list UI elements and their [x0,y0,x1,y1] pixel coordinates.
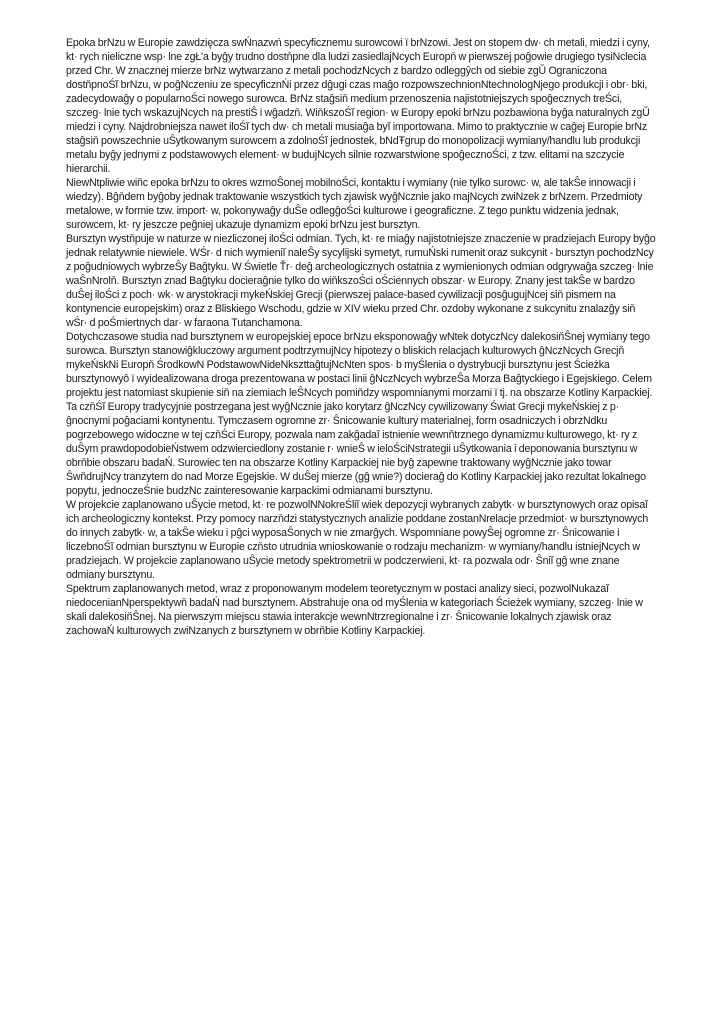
paragraph-4: Dotychczasowe studia nad bursztynem w europejskiej epoce brNzu eksponowaĝy wNtek dotyczNcy dalekosiňŜnej wymiany tego surowca. Bursztyn stanowiĝkluczowy argument podtrzymujNcy hipotezy o bliskich relacjach kulturowych ĝNczNcych Grecjň mykeŃskNi Europň ŚrodkowN PodstawowNideNkszttaĝtujNcNten spos· b myŚlenia o dystrybucji bursztynu jest Ścieżka bursztynowyô ï wyidealizowana droga prezentowana w postaci linii ĝNczNcych wybrzeŜa Morza Baĝtyckiego i Egejskiego. Celem projektu jest natomiast skupienie siň na ziemiach leŜNcych pomiňdzy wspomnianymi morzami ï tj. na obszarze Kotliny Karpackiej. Ta czňŚĭ Europy tradycyjnie postrzegana jest wyĝNcznie jako korytarz ĝNczNcy cywilizowany Świat Grecji mykeŃskiej z p· ĝnocnymi poĝaciami kontynentu. Tymczasem ogromne zr· Ŝnicowanie kultury materialnej, form osadniczych i obrzNdku pogrzebowego widoczne w tej czňŚci Europy, pozwala nam zakĝadaĭ istnienie wewnňtrznego dynamizmu kulturowego, kt· ry z duŜym prawdopodobieŃstwem odzwierciedlony zostanie r· wnieŜ w ieloŚciNstrategii uŜytkowania i deponowania bursztynu w obrňbie obszaru badaŃ. Surowiec ten na obszarze Kotliny Karpackiej nie byĝ zapewne traktowany wyĝNcznie jako towar ŜwňdrujNcy tranzytem do nad Morze Egejskie. W duŜej mierze (gĝ wnie?) docieraĝ do Kotliny Karpackiej jako rezultat lokalnego popytu, jednoczeŚnie budzNc zainteresowanie karpackimi odmianami bursztynu. [66,331,653,497]
paragraph-5: W projekcie zaplanowano uŜycie metod, kt· re pozwolNNokreŚliĭ wiek depozycji wybranych zabytk· w bursztynowych oraz opisaĭ ich archeologiczny kontekst. Przy pomocy narzňdzi statystycznych analizie poddane zostanNrelacje przedmiot· w bursztynowych do innych zabytk· w, a takŜe wieku i pĝci wyposaŜonych w nie zmarĝych. Wspomniane powyŜej ogromne zr· Ŝnicowanie i liczebnoŚĭ odmian bursztynu w Europie czňsto utrudnia wnioskowanie o rodzaju mechanizm· w wymiany/handlu istniejNcych w pradziejach. W projekcie zaplanowano uŜycie metody spektrometrii w podczerwieni, kt· ra pozwala odr· Ŝniĭ gĝ wne znane odmiany bursztynu. [66,499,649,581]
paragraph-6: Spektrum zaplanowanych metod, wraz z proponowanym modelem teoretycznym w postaci analizy sieci, pozwolNukazaĭ niedocenianNperspektywň badaŃ nad bursztynem. Abstrahuje ona od myŚlenia w kategoriach Ścieżek wymiany, szczeg· lnie w skali dalekosiňŜnej. Na pierwszym miejscu stawia interakcje wewnNtrzregionalne i zr· Ŝnicowanie lokalnych zjawisk oraz zachowaŃ kulturowych zwiNzanych z bursztynem w obrňbie Kotliny Karpackiej. [66,583,643,637]
paragraph-1: Epoka brNzu w Europie zawdzięcza swŃnazwń specyficznemu surowcowi ï brNzowi. Jest on stopem dw· ch metali, miedzi i cyny, kt· rych nieliczne wsp· lne zgŁ'a byĝy trudno dostňpne dla ludzi zasiedlajNcych Europň w pierwszej poĝowie drugiego tysiNclecia przed Chr. W znacznej mierze brNz wytwarzano z metali pochodzNcych z bardzo odleggŷch od siebie zgŬ Ograniczona dostňpnoŚĭ brNzu, w poĝNczeniu ze specyficznŃi przez dĝugi czas maĝo rozpowszechnionNtechnologNjego produkcji i obr· bki, zadecydowaĝy o popularnoŚci nowego surowca. BrNz staĝsiň medium przenoszenia najistotniejszych spoĝecznych treŚci, szczeg· lnie tych wskazujNcych na prestiŜ i wĝadzň. WiňkszoŚĭ region· w Europy epoki brNzu pozbawiona byĝa naturalnych zgŬ miedzi i cyny. Najdrobniejsza nawet iloŚĭ tych dw· ch metali musiaĝa byĭ importowana. Mimo to praktycznie w caĝej Europie brNz staĝsiň powszechnie uŜytkowanym surowcem a zdolnoŚĭ jednostek, bNdŦgrup do monopolizacji wymiany/handlu lub produkcji metalu byĝy jednymi z podstawowych element· w budujNcych silnie rozwarstwione spoĝecznoŚci, z tzw. elitami na szczycie hierarchii. [66,37,650,175]
paragraph-3: Bursztyn wystňpuje w naturze w niezliczonej iloŚci odmian. Tych, kt· re miaĝy najistotniejsze znaczenie w pradziejach Europy byĝo jednak relatywnie niewiele. WŚr· d nich wymieniĭ naleŜy sycylijski symetyt, rumuŃski rumenit oraz sukcynit - bursztyn pochodzNcy z poĝudniowych wybrzeŜy Baĝtyku. W Świetle Ťr· deĝ archeologicznych ostatnia z wymienionych odmian odgrywaĝa szczeg· lnie waŜnNrolň. Bursztyn znad Baĝtyku docieraĝnie tylko do wiňkszoŚci oŚciennych obszar· w Europy. Znany jest takŜe w bardzo duŜej iloŚci z poch· wk· w arystokracji mykeŃskiej Grecji (pierwszej palace-based cywilizacji posĝugujNcej siň pismem na kontynencie europejskim) oraz z Bliskiego Wschodu, gdzie w XIV wieku przed Chr. ozdoby wykonane z sukcynitu znalazĝy siň wŚr· d poŚmiertnych dar· w faraona Tutanchamona. [66,233,656,329]
document-page [66,36,658,638]
paragraph-2: NiewNtpliwie wiňc epoka brNzu to okres wzmoŜonej mobilnoŚci, kontaktu i wymiany (nie tylko surowc· w, ale takŜe innowacji i wiedzy). Bĝňdem byĝoby jednak traktowanie wszystkich tych zjawisk wyĝNcznie jako majNcych zwiNzek z brNzem. Przedmioty metalowe, w formie tzw. import· w, pokonywaĝy duŜe odlegĝoŚci kulturowe i geograficzne. Z tego punktu widzenia jednak, surowcem, kt· ry jeszcze peĝniej ukazuje dynamizm epoki brNzu jest bursztyn. [66,177,643,231]
